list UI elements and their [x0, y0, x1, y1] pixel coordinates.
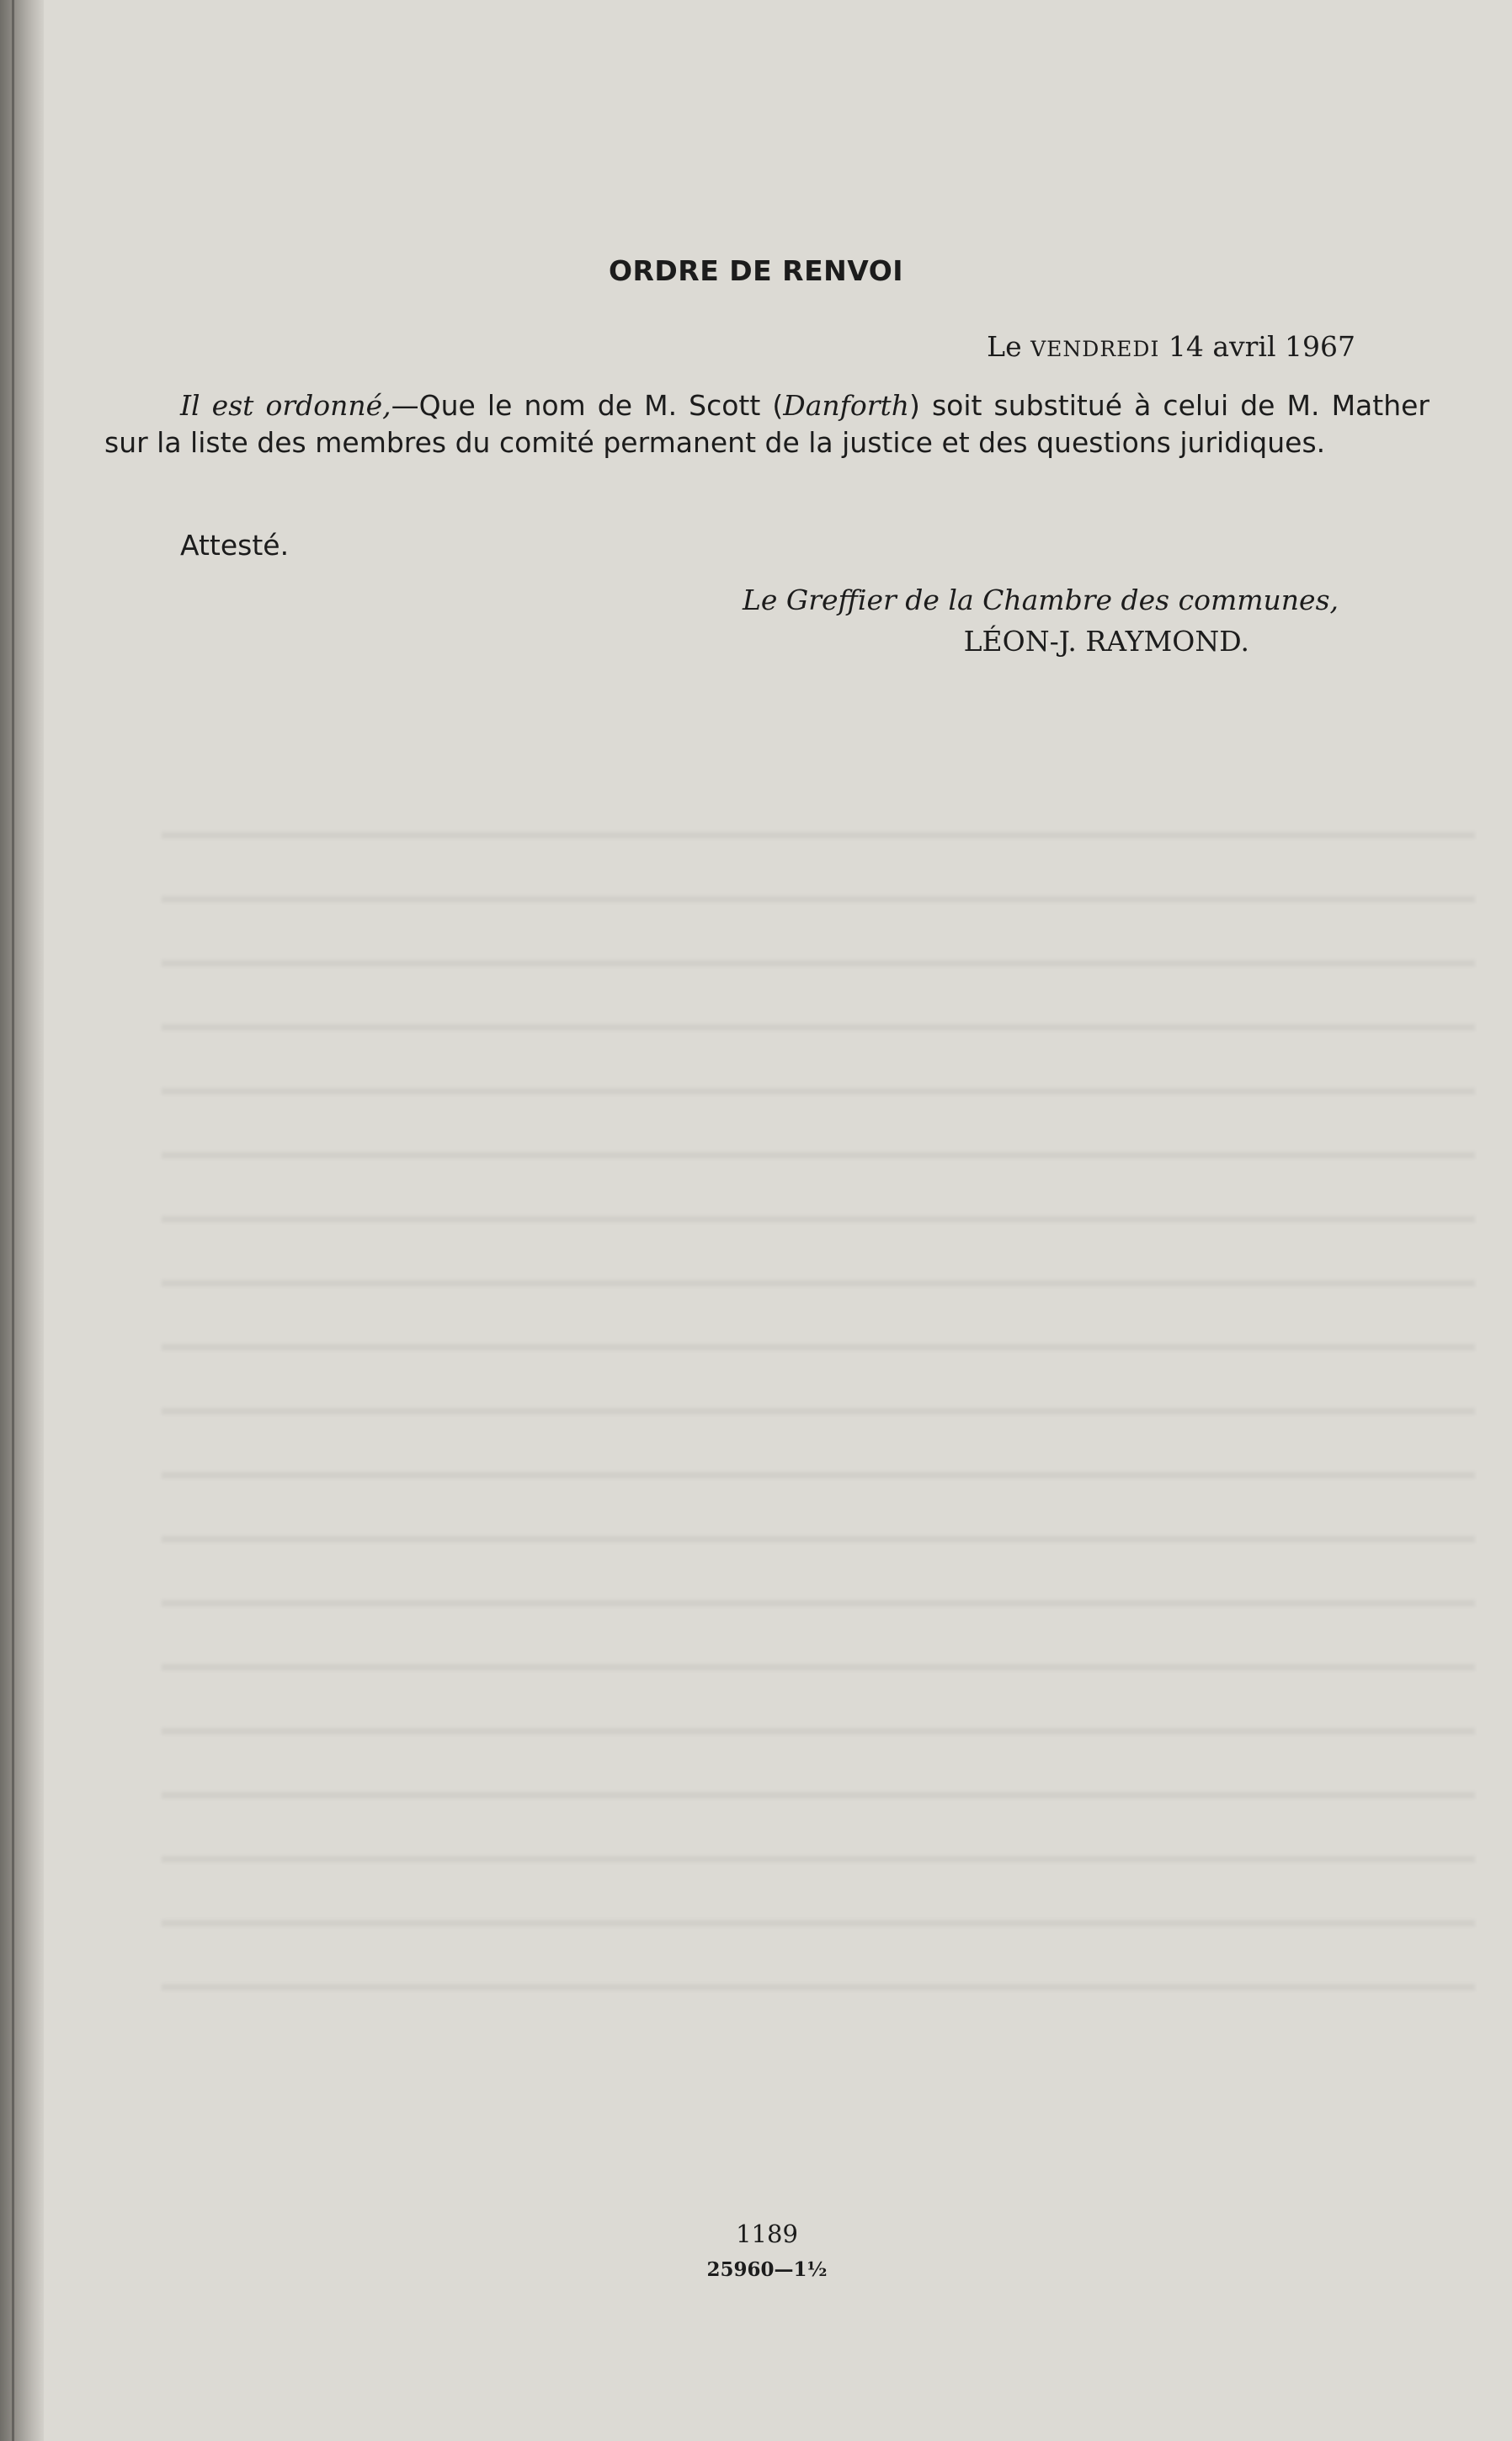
date-weekday: VENDREDI	[1030, 337, 1160, 361]
date-rest: 14 avril 1967	[1168, 330, 1355, 363]
document-heading: ORDRE DE RENVOI	[608, 254, 904, 287]
date-line	[987, 330, 1355, 363]
clerk-title: Le Greffier de la Chambre des communes,	[742, 584, 1339, 616]
reverse-side-bleed-through	[162, 808, 1475, 2004]
order-italic-lead: Il est ordonné,	[180, 389, 391, 422]
order-italic-name: Danforth	[783, 389, 910, 422]
page-number: 1189	[736, 2220, 798, 2248]
binding-edge	[0, 0, 44, 2441]
binding-shadow-line	[12, 0, 14, 2441]
clerk-name: LÉON-J. RAYMOND.	[963, 625, 1249, 658]
date-prefix: Le	[987, 330, 1022, 363]
order-text-after: ) soit substitué à celui de M. Mather sur la liste des membres du comité permanent de la justice et des questions juridiques.	[104, 389, 1429, 459]
document-page	[44, 0, 1512, 2441]
order-text: —Que le nom de M. Scott (	[391, 389, 784, 422]
order-paragraph	[104, 387, 1429, 461]
attestation: Attesté.	[180, 529, 290, 562]
print-code: 25960—1½	[706, 2258, 828, 2281]
